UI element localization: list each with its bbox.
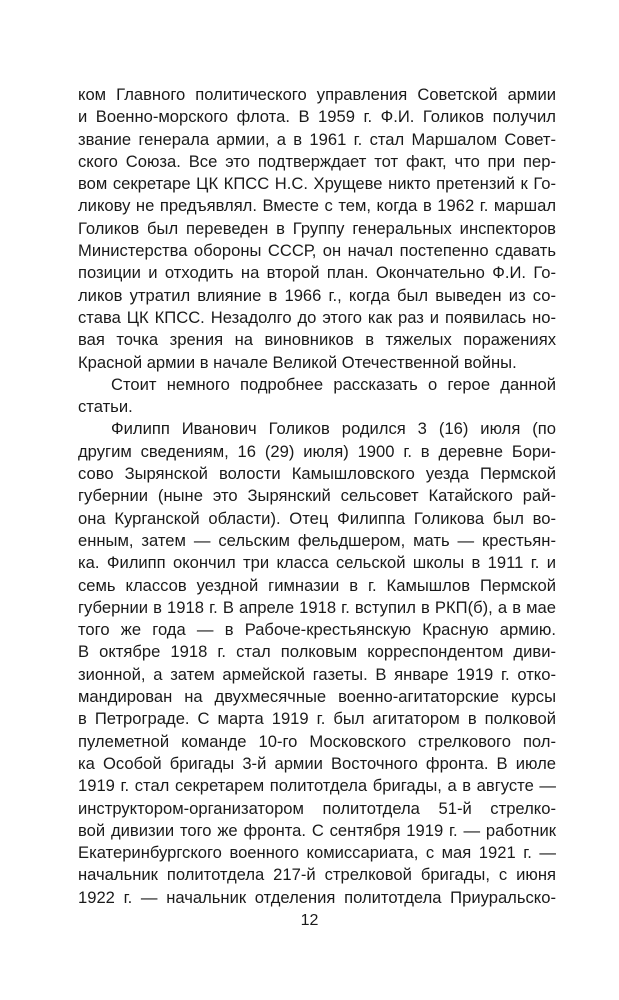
text-line: зионной, а затем армейской газеты. В январе 1919 г. отко-	[78, 664, 556, 684]
text-line: ка Особой бригады 3-й армии Восточного фронта. В июле	[78, 753, 556, 773]
text-line: ликов утратил влияние в 1966 г., когда был выведен из со-	[78, 285, 556, 305]
text-line: пулеметной команде 10-го Московского стрелкового пол-	[78, 731, 556, 751]
text-line: мандирован на двухмесячные военно-агитаторские курсы	[78, 687, 556, 707]
text-line: Красной армии в начале Великой Отечественной войны.	[78, 352, 517, 372]
text-line: Екатеринбургского военного комиссариата, с мая 1921 г. —	[78, 843, 556, 863]
text-line: звание генерала армии, а в 1961 г. стал Маршалом Совет-	[78, 129, 556, 149]
body-text	[78, 84, 556, 909]
text-line: Голиков был переведен в Группу генеральных инспекторов	[78, 218, 556, 238]
text-line: сово Зырянской волости Камышловского уезда Пермской	[78, 464, 556, 484]
text-line: става ЦК КПСС. Незадолго до этого как раз и появилась но-	[78, 307, 556, 327]
text-line: другим сведениям, 16 (29) июля) 1900 г. в деревне Бори-	[78, 441, 556, 461]
text-line: начальник политотдела 217-й стрелковой бригады, с июня	[78, 865, 556, 885]
text-line: инструктором-организатором политотдела 51-й стрелко-	[78, 798, 556, 818]
text-line: Министерства обороны СССР, он начал постепенно сдавать	[78, 241, 556, 261]
text-line: и Военно-морского флота. В 1959 г. Ф.И. Голиков получил	[78, 107, 556, 127]
text-line: позиции и отходить на второй план. Окончательно Ф.И. Го-	[78, 263, 556, 283]
text-line: статьи.	[78, 397, 133, 417]
text-line: губернии (ныне это Зырянский сельсовет Катайского рай-	[78, 486, 556, 506]
text-line: вой дивизии того же фронта. С сентября 1919 г. — работник	[78, 820, 556, 840]
text-line: семь классов уездной гимназии в г. Камышлов Пермской	[78, 575, 556, 595]
text-line: ликову не предъявлял. Вместе с тем, когда в 1962 г. маршал	[78, 196, 556, 216]
text-line: Филипп Иванович Голиков родился 3 (16) июля (по	[111, 419, 556, 439]
text-line: 1919 г. стал секретарем политотдела бригады, а в августе —	[78, 776, 556, 796]
text-line: ского Союза. Все это подтверждает тот факт, что при пер-	[78, 151, 556, 171]
text-line: вом секретаре ЦК КПСС Н.С. Хрущеве никто претензий к Го-	[78, 174, 556, 194]
text-line: енным, затем — сельским фельдшером, мать — крестьян-	[78, 530, 556, 550]
text-line: Стоит немного подробнее рассказать о герое данной	[111, 374, 556, 394]
text-line: она Курганской области). Отец Филиппа Голикова был во-	[78, 508, 556, 528]
text-line: в Петрограде. С марта 1919 г. был агитатором в полковой	[78, 709, 556, 729]
text-line: ка. Филипп окончил три класса сельской школы в 1911 г. и	[78, 553, 556, 573]
text-line: ком Главного политического управления Советской армии	[78, 85, 556, 104]
text-line: 1922 г. — начальник отделения политотдела Приуральско-	[78, 887, 556, 907]
text-line: губернии в 1918 г. В апреле 1918 г. вступил в РКП(б), а в мае	[78, 597, 556, 617]
text-line: В октябре 1918 г. стал полковым корреспондентом диви-	[78, 642, 556, 662]
page-number: 12	[300, 912, 319, 929]
text-line: того же года — в Рабоче-крестьянскую Красную армию.	[78, 620, 556, 640]
text-line: вая точка зрения на виновников в тяжелых поражениях	[78, 330, 556, 350]
